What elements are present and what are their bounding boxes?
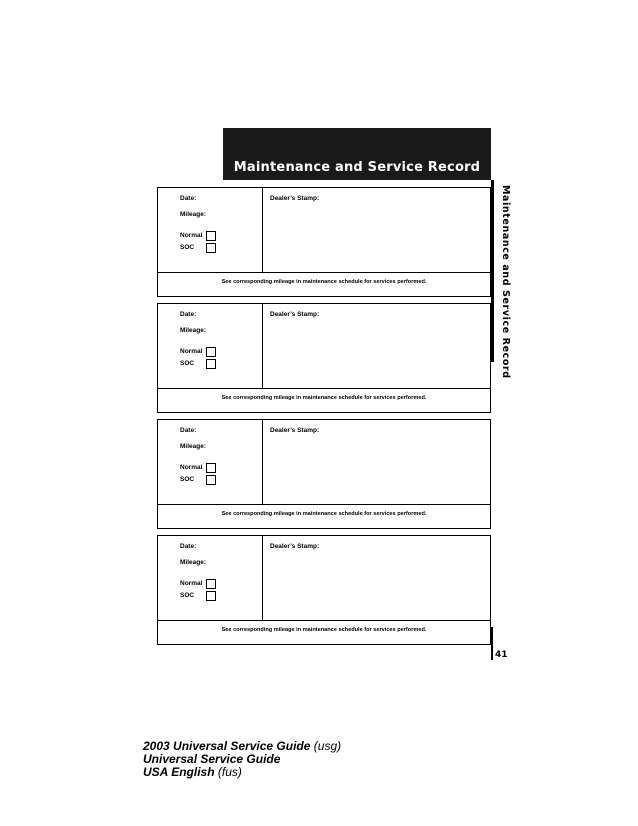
mileage-note: See corresponding mileage in maintenance schedule for services performed. <box>221 627 427 633</box>
mileage-note: See corresponding mileage in maintenance schedule for services performed. <box>221 395 427 401</box>
header-bar <box>223 128 491 180</box>
mileage-label: Mileage: <box>180 211 207 218</box>
side-tab-line <box>491 180 494 362</box>
service-record-2 <box>157 303 491 413</box>
footer-guide-code: (usg) <box>313 739 342 753</box>
normal-label: Normal <box>180 464 203 471</box>
soc-label: SOC <box>180 476 195 483</box>
record-separator <box>158 388 490 389</box>
soc-checkbox[interactable] <box>206 359 216 369</box>
normal-label: Normal <box>180 580 203 587</box>
record-separator <box>158 504 490 505</box>
soc-label: SOC <box>180 244 195 251</box>
footer-line-2: Universal Service Guide <box>143 752 281 766</box>
normal-checkbox[interactable] <box>206 579 216 589</box>
mileage-label: Mileage: <box>180 443 207 450</box>
service-record-1 <box>157 187 491 297</box>
soc-checkbox[interactable] <box>206 243 216 253</box>
normal-checkbox[interactable] <box>206 231 216 241</box>
page-number-rule <box>491 627 493 660</box>
record-divider <box>262 188 263 273</box>
mileage-note: See corresponding mileage in maintenance schedule for services performed. <box>221 279 427 285</box>
dealer-stamp-label: Dealer’s Stamp: <box>270 195 320 202</box>
dealer-stamp-label: Dealer’s Stamp: <box>270 427 320 434</box>
page-number: 41 <box>495 650 508 660</box>
date-label: Date: <box>180 311 197 318</box>
mileage-label: Mileage: <box>180 327 207 334</box>
normal-label: Normal <box>180 232 203 239</box>
soc-label: SOC <box>180 360 195 367</box>
record-divider <box>262 304 263 389</box>
record-separator <box>158 272 490 273</box>
footer-line-3 <box>143 766 341 779</box>
page-title: Maintenance and Service Record <box>233 160 481 175</box>
dealer-stamp-label: Dealer’s Stamp: <box>270 543 320 550</box>
service-record-4 <box>157 535 491 645</box>
normal-checkbox[interactable] <box>206 347 216 357</box>
soc-checkbox[interactable] <box>206 475 216 485</box>
footer-guide-title: 2003 Universal Service Guide <box>143 739 311 753</box>
record-divider <box>262 420 263 505</box>
dealer-stamp-label: Dealer’s Stamp: <box>270 311 320 318</box>
soc-checkbox[interactable] <box>206 591 216 601</box>
record-separator <box>158 620 490 621</box>
normal-label: Normal <box>180 348 203 355</box>
date-label: Date: <box>180 427 197 434</box>
side-tab-title: Maintenance and Service Record <box>500 185 511 379</box>
footer-language-code: (fus) <box>217 765 242 779</box>
footer-language: USA English <box>143 765 215 779</box>
date-label: Date: <box>180 543 197 550</box>
soc-label: SOC <box>180 592 195 599</box>
service-record-3 <box>157 419 491 529</box>
mileage-label: Mileage: <box>180 559 207 566</box>
mileage-note: See corresponding mileage in maintenance schedule for services performed. <box>221 511 427 517</box>
footer <box>143 740 341 779</box>
date-label: Date: <box>180 195 197 202</box>
record-divider <box>262 536 263 621</box>
normal-checkbox[interactable] <box>206 463 216 473</box>
